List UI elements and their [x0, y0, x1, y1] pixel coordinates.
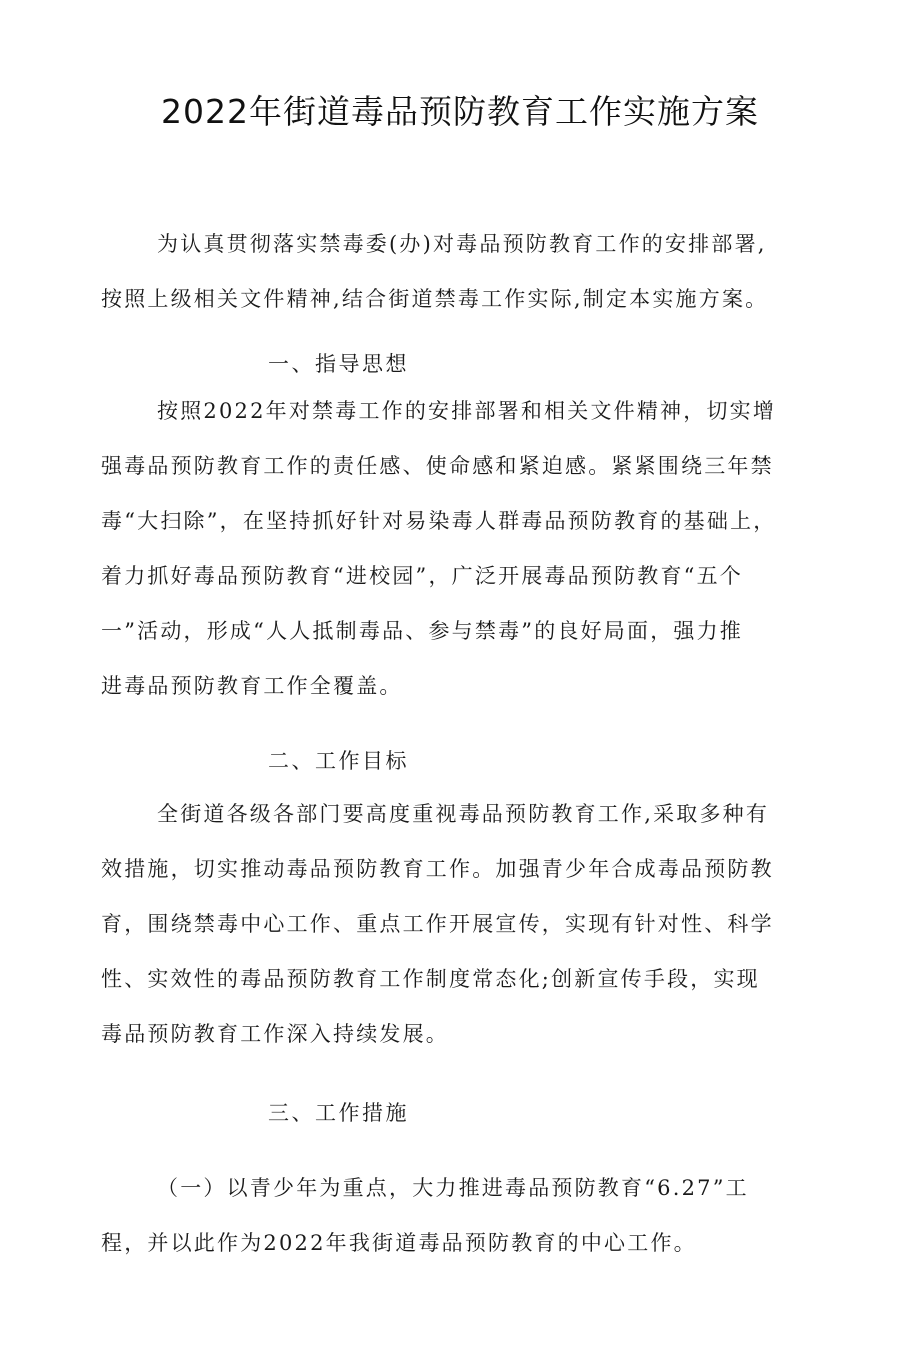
section3-heading: 三、工作措施 — [268, 1101, 409, 1125]
section1-heading: 一、指导思想 — [268, 352, 409, 376]
intro-paragraph — [101, 217, 817, 327]
section1-line-2: 强毒品预防教育工作的责任感、使命感和紧迫感。紧紧围绕三年禁 — [101, 454, 774, 478]
section2-line-4: 性、实效性的毒品预防教育工作制度常态化;创新宣传手段，实现 — [101, 967, 760, 991]
section2-heading: 二、工作目标 — [268, 749, 409, 773]
section2-line-3: 育，围绕禁毒中心工作、重点工作开展宣传，实现有针对性、科学 — [101, 912, 774, 936]
section1-line-6: 进毒品预防教育工作全覆盖。 — [101, 674, 403, 698]
intro-line-2: 按照上级相关文件精神,结合街道禁毒工作实际,制定本实施方案。 — [101, 287, 769, 311]
section2-line-5: 毒品预防教育工作深入持续发展。 — [101, 1022, 449, 1046]
section1-line-3: 毒“大扫除”，在坚持抓好针对易染毒人群毒品预防教育的基础上， — [101, 509, 777, 533]
section2-line-2: 效措施，切实推动毒品预防教育工作。加强青少年合成毒品预防教 — [101, 857, 774, 881]
document-title: 2022年街道毒品预防教育工作实施方案 — [161, 92, 759, 131]
section3-item1-line-1: （一）以青少年为重点，大力推进毒品预防教育“6.27”工 — [157, 1176, 749, 1200]
intro-line-1: 为认真贯彻落实禁毒委(办)对毒品预防教育工作的安排部署, — [157, 232, 767, 256]
section2-line-1: 全街道各级各部门要高度重视毒品预防教育工作,采取多种有 — [157, 802, 770, 826]
section1-line-5: 一”活动，形成“人人抵制毒品、参与禁毒”的良好局面，强力推 — [101, 619, 744, 643]
section1-paragraph — [101, 384, 817, 714]
section3-item1-line-2: 程，并以此作为2022年我街道毒品预防教育的中心工作。 — [101, 1231, 697, 1255]
section3-item1-paragraph — [101, 1161, 817, 1271]
section1-line-4: 着力抓好毒品预防教育“进校园”，广泛开展毒品预防教育“五个 — [101, 564, 744, 588]
section2-paragraph — [101, 787, 817, 1062]
section1-line-1: 按照2022年对禁毒工作的安排部署和相关文件精神，切实增 — [157, 399, 777, 423]
